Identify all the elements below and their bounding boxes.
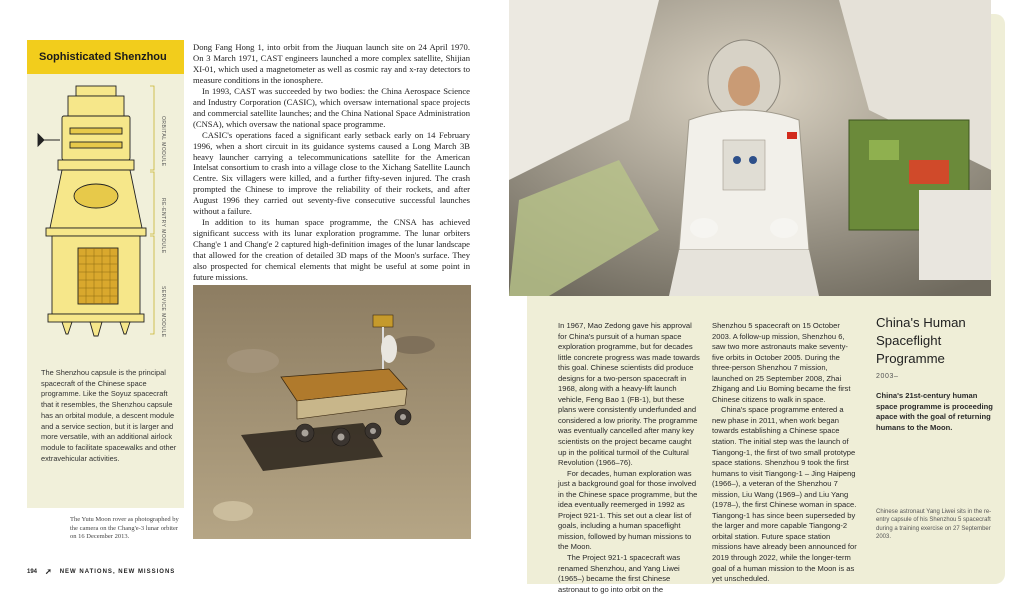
page-number: 194 [27,568,38,575]
orbital-module-upper [68,96,124,116]
left-body-text [193,42,470,283]
body-paragraph: For decades, human exploration was just a background goal for those involved in the Chinese space programme, but the idea eventually reemerged in 1992 as Project 921-1. This set out a clear list of goals, including a human spaceflight mission, followed by human missions to the Moon. [558,468,698,552]
thruster [90,322,102,336]
reentry-bracket [150,172,154,234]
service-bracket [150,236,154,334]
rover-photo-caption: The Yutu Moon rover as photographed by the camera on the Chang'e-3 lunar orbiter on 16 December 2013. [70,516,179,541]
reentry-module-label: RE-ENTRY MODULE [160,198,166,254]
orbital-module-base [58,160,134,170]
service-module-panel [78,248,118,304]
rover-antenna-dish [381,335,397,363]
rocket-icon: ➚ [45,567,52,576]
feature-dates: 2003– [876,373,899,380]
rover-camera-mast [373,315,393,327]
astronaut-photo [509,0,991,296]
astronaut-face [728,66,760,106]
sidebar-heading: Sophisticated Shenzhou [27,40,184,74]
running-head: NEW NATIONS, NEW MISSIONS [59,568,176,575]
page-folio [27,567,175,576]
body-paragraph: CASIC's operations faced a significant early setback early on 14 February 1996, when a short circuit in its guidance systems caused a Long March 3B heavy launcher carrying a telecommunications satellite for the American Intelsat consortium to crash into a village close to the Xichang Satellite Launch Centre. Six villagers were killed, and a further fifty-seven injured. The crash prompted the Chinese to improve the reliability of their rockets, and after August 1996 they carried out seventy-five consecutive successful launches without a failure. [193,129,470,217]
heat-shield [46,228,146,236]
body-paragraph: Dong Fang Hong 1, into orbit from the Jiuquan launch site on 24 April 1970. On 3 March 1971, CAST engineers launched a more complex satellite, Shijian XI-01, which used a magnetometer as well as cosmic ray and x-ray detectors to measure conditions in the ionosphere. [193,42,470,85]
thruster [62,322,72,334]
body-paragraph: Shenzhou 5 spacecraft on 15 October 2003. A follow-up mission, Shenzhou 6, saw two more astronauts make seventy-five orbits in October 2005. During the three-person Shenzhou 7 mission, launched on 25 September 2008, Zhai Zhigang and Liu Boming became the first Chinese citizens to walk in space. [712,321,851,404]
right-column-2 [712,321,858,585]
red-panel [909,160,949,184]
orbital-module-cap [76,86,116,96]
body-paragraph: In 1993, CAST was succeeded by two bodies: the China Aerospace Science and Industry Corporation (CASIC), which oversaw international space projects and commercial satellite launches; and the China National Space Administration (CNSA), which oversaw the national space programme. [193,85,470,129]
antenna-icon [38,134,44,146]
thruster [120,322,130,334]
body-paragraph: China's space programme entered a new phase in 2011, when work began towards establishing a Chinese space station. The initial step was the launch of Tiangong-1, the first of two small prototype space stations. Shenzhou 9 took the first humans to visit Tiangong-1 – Jing Haipeng (1966–), a veteran of the Shenzhou 7 mission, Liu Wang (1969–) and Liu Yang (1978–), the first Chinese woman in space. Tiangong-1 has since been superseded by the larger and more capable Tiangong-2 orbital station. Future space station missions have already been announced for 2019 through 2022, while the longer-term goal of a human mission to the Moon is as yet unscheduled. [712,405,857,584]
orbital-module-body [62,116,130,160]
orbital-module-label: ORBITAL MODULE [160,116,166,167]
body-paragraph: In addition to its human space programme, the CNSA has achieved significant success with its lunar exploration programme. The lunar orbiters Chang'e 1 and Chang'e 2 captured high-definition images of the lunar landscape that allowed for the creation of detailed 3D maps of the Moon's surface. They also prospected for chemical elements that might be useful at some point in future missions. [193,217,470,283]
service-module-label: SERVICE MODULE [160,286,166,338]
service-module-base [48,314,144,322]
sidebar-caption: The Shenzhou capsule is the principal spacecraft of the Chinese space programme. Like the Soyuz spacecraft that it resembles, the Shenzhou capsule has an orbital module, a descent module and a service section, but it is larger and more versatile, with an additional airlock module to facilitate spacewalks and other extravehicular activities. [41,368,177,463]
feature-summary: China's 21st-century human space programme is proceeding apace with the goal of returning humans to the Moon. [876,391,993,432]
body-paragraph: The Project 921-1 spacecraft was renamed Shenzhou, and Yang Liwei (1965–) became the first Chinese astronaut to go into orbit on the [558,553,681,594]
orbital-bracket [150,86,154,170]
astronaut-photo-caption: Chinese astronaut Yang Liwei sits in the re-entry capsule of his Shenzhou 5 spacecraft during a training exercise on 27 September 2003. [876,509,992,541]
body-paragraph: In 1967, Mao Zedong gave his approval for China's pursuit of a human space exploration programme, but for decades little concrete progress was made towards this goal. Chinese scientists did produce designs for a two-person spacecraft in 1968, along with a heavy-lift launch vehicle, Feng Bao 1 (FB-1), but these plans were consistently underfunded and considered a low priority. The programme was eventually cancelled after many key scientists on the project became caught up in the political turmoil of the Cultural Revolution (1966–76). [558,321,700,468]
right-column-1 [558,321,701,595]
feature-title: China's Human Spaceflight Programme [876,315,966,366]
yutu-rover-photo [193,285,471,539]
flag-patch [787,132,797,139]
